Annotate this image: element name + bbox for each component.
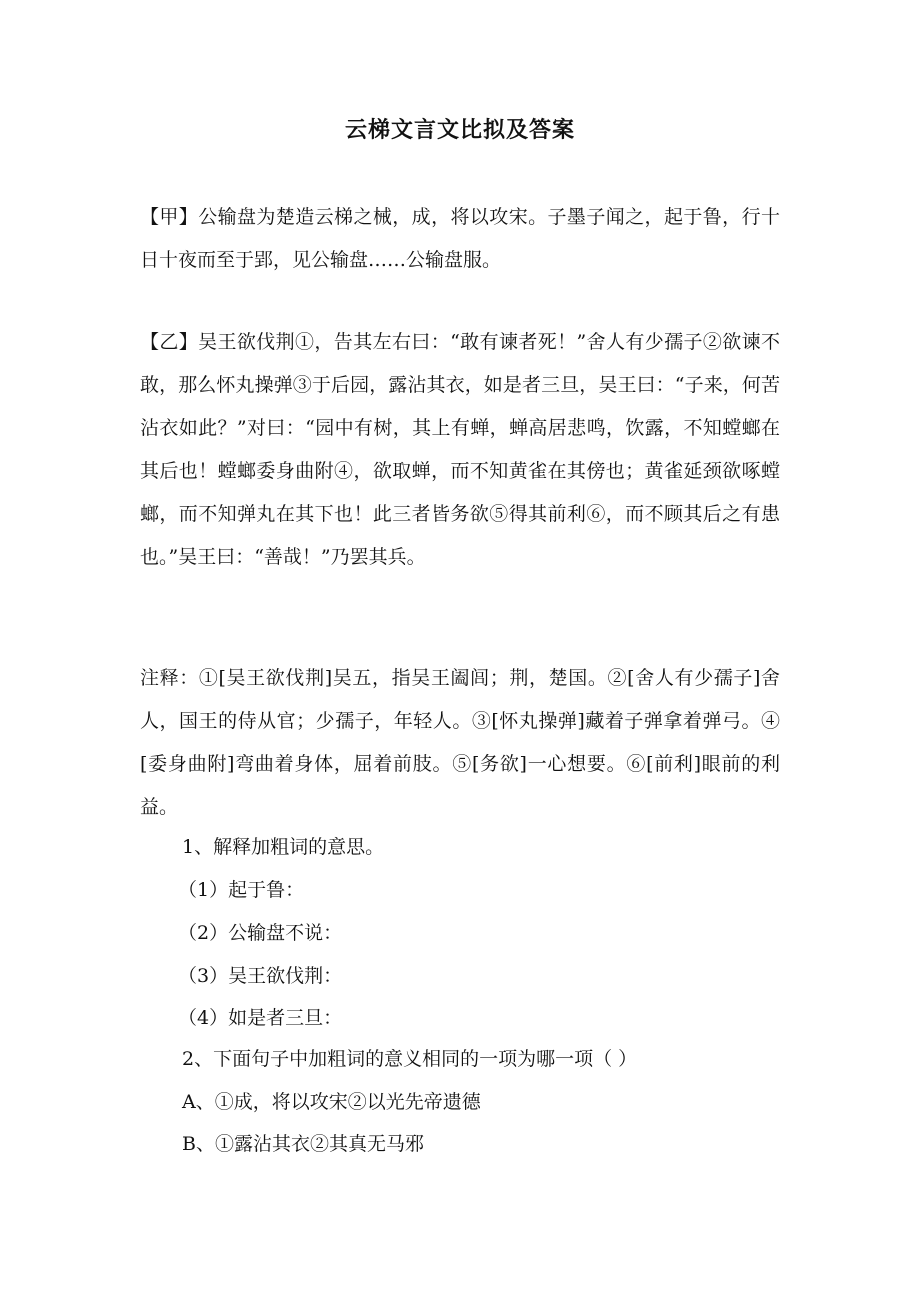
question-1: 1、解释加粗词的意思。: [182, 836, 385, 858]
question-1-item: （1）起于鲁：: [178, 879, 305, 901]
passage-jia: 【甲】公输盘为楚造云梯之械，成，将以攻宋。子墨子闻之，起于鲁，行十日十夜而至于郢，见公输盘……公输盘服。: [140, 206, 780, 271]
question-2-option: A、①成，将以攻宋②以光先帝遗德: [182, 1091, 481, 1113]
question-1-item: （3）吴王欲伐荆：: [178, 965, 343, 987]
question-1-item: （2）公输盘不说：: [178, 922, 343, 944]
annotation-notes: 注释：①[吴王欲伐荆]吴五，指吴王阖闾；荆，楚国。②[舍人有少孺子]舍人，国王的侍从官；少孺子，年轻人。③[怀丸操弹]藏着子弹拿着弹弓。④[委身曲附]弯曲着身体，屈着前肢。⑤[务欲]一心想要。⑥[前利]眼前的利益。: [140, 667, 780, 818]
question-1-item: （4）如是者三旦：: [178, 1007, 343, 1029]
question-2-option: B、①露沾其衣②其真无马邪: [182, 1133, 424, 1155]
question-2: 2、下面句子中加粗词的意义相同的一项为哪一项（ ）: [182, 1048, 638, 1070]
document-title: 云梯文言文比拟及答案: [344, 117, 575, 143]
passage-yi: 【乙】吴王欲伐荆①，告其左右曰：“敢有谏者死！”舍人有少孺子②欲谏不敢，那么怀丸操弹③于后园，露沾其衣，如是者三旦，吴王曰：“子来，何苦沾衣如此？”对曰：“园中有树，其上有蝉，蝉高居悲鸣，饮露，不知螳螂在其后也！螳螂委身曲附④，欲取蝉，而不知黄雀在其傍也；黄雀延颈欲啄螳螂，而不知弹丸在其下也！此三者皆务欲⑤得其前利⑥，而不顾其后之有患也。”吴王曰：“善哉！”乃罢其兵。: [140, 331, 780, 568]
